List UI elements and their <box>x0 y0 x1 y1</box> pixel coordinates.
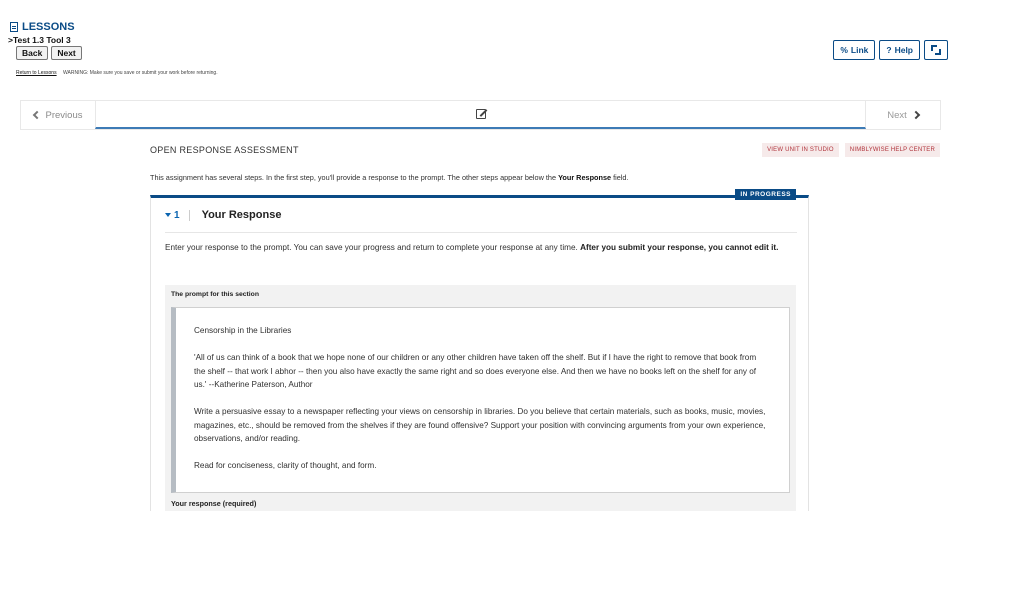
intro-text: This assignment has several steps. In the first step, you'll provide a response to the prompt. The other steps appear below the <box>150 173 559 182</box>
help-icon: ? <box>886 45 892 55</box>
top-toolbar <box>833 40 948 60</box>
link-icon: % <box>840 45 848 55</box>
divider <box>165 232 797 233</box>
prompt-label: The prompt for this section <box>171 291 259 298</box>
fullscreen-button[interactable] <box>924 40 948 60</box>
response-label: Your response (required) <box>171 499 257 508</box>
page-title: >Test 1.3 Tool 3 <box>8 35 71 45</box>
instructions-bold: After you submit your response, you cannot edit it. <box>580 243 779 252</box>
document-icon <box>10 22 18 32</box>
warning-text: WARNING: Make sure you save or submit your work before returning. <box>62 70 218 76</box>
step-card <box>150 191 809 511</box>
lesson-nav <box>16 46 82 60</box>
prompt-heading: Censorship in the Libraries <box>194 326 292 335</box>
prompt-task: Write a persuasive essay to a newspaper reflecting your views on censorship in libraries. Do you believe that certain materials, such as books, music, movies, magazines, etc., should be removed from the shelves if they are found offensive? Support your position with convincing arguments from your own experience, observations, and/or reading. <box>194 407 766 443</box>
step-instructions <box>165 241 794 255</box>
intro-end: field. <box>611 173 629 182</box>
caret-down-icon <box>165 213 171 217</box>
help-center-button[interactable]: NIMBLYWISE HELP CENTER <box>845 143 940 157</box>
step-number-label: 1 <box>174 209 180 221</box>
expand-icon <box>931 45 941 55</box>
step-title: Your Response <box>201 209 282 221</box>
help-button[interactable] <box>879 40 920 60</box>
prompt-criteria: Read for conciseness, clarity of thought, and form. <box>194 461 377 470</box>
instructions-text: Enter your response to the prompt. You can save your progress and return to complete your response at any time. <box>165 243 581 252</box>
status-badge: IN PROGRESS <box>735 189 796 200</box>
next-unit-button[interactable] <box>866 101 940 129</box>
prompt-section <box>165 285 796 511</box>
chevron-left-icon <box>32 111 40 119</box>
next-button[interactable]: Next <box>51 46 81 60</box>
view-in-studio-button[interactable]: VIEW UNIT IN STUDIO <box>762 143 839 157</box>
return-to-lessons-link[interactable]: Return to Lessons <box>16 70 57 76</box>
link-button-label: Link <box>850 45 869 55</box>
previous-unit-button[interactable] <box>21 101 95 129</box>
edit-icon <box>476 109 486 119</box>
step-header[interactable] <box>165 209 281 221</box>
next-label: Next <box>887 109 907 121</box>
sequence-nav <box>20 100 941 130</box>
link-button[interactable] <box>833 40 875 60</box>
lessons-label: LESSONS <box>22 21 75 33</box>
help-button-label: Help <box>894 45 913 55</box>
step-number <box>165 210 190 221</box>
ora-intro <box>150 173 629 182</box>
ora-links <box>762 143 940 157</box>
previous-label: Previous <box>45 109 83 121</box>
chevron-right-icon <box>912 111 920 119</box>
lessons-link[interactable] <box>10 21 75 33</box>
return-row <box>16 70 218 76</box>
intro-bold: Your Response <box>558 173 612 182</box>
prompt-box <box>171 307 790 493</box>
prompt-quote: 'All of us can think of a book that we hope none of our children or any other children have taken off the shelf. But if I have the right to remove that book from the shelf -- that work I abhor -- then you also have exactly the same right and so does everyone else. And then we have no books left on the shelf for any of us.' --Katherine Paterson, Author <box>194 353 757 389</box>
ora-title: OPEN RESPONSE ASSESSMENT <box>150 145 299 155</box>
back-button[interactable]: Back <box>16 46 48 60</box>
sequence-tab-active[interactable] <box>95 101 866 129</box>
